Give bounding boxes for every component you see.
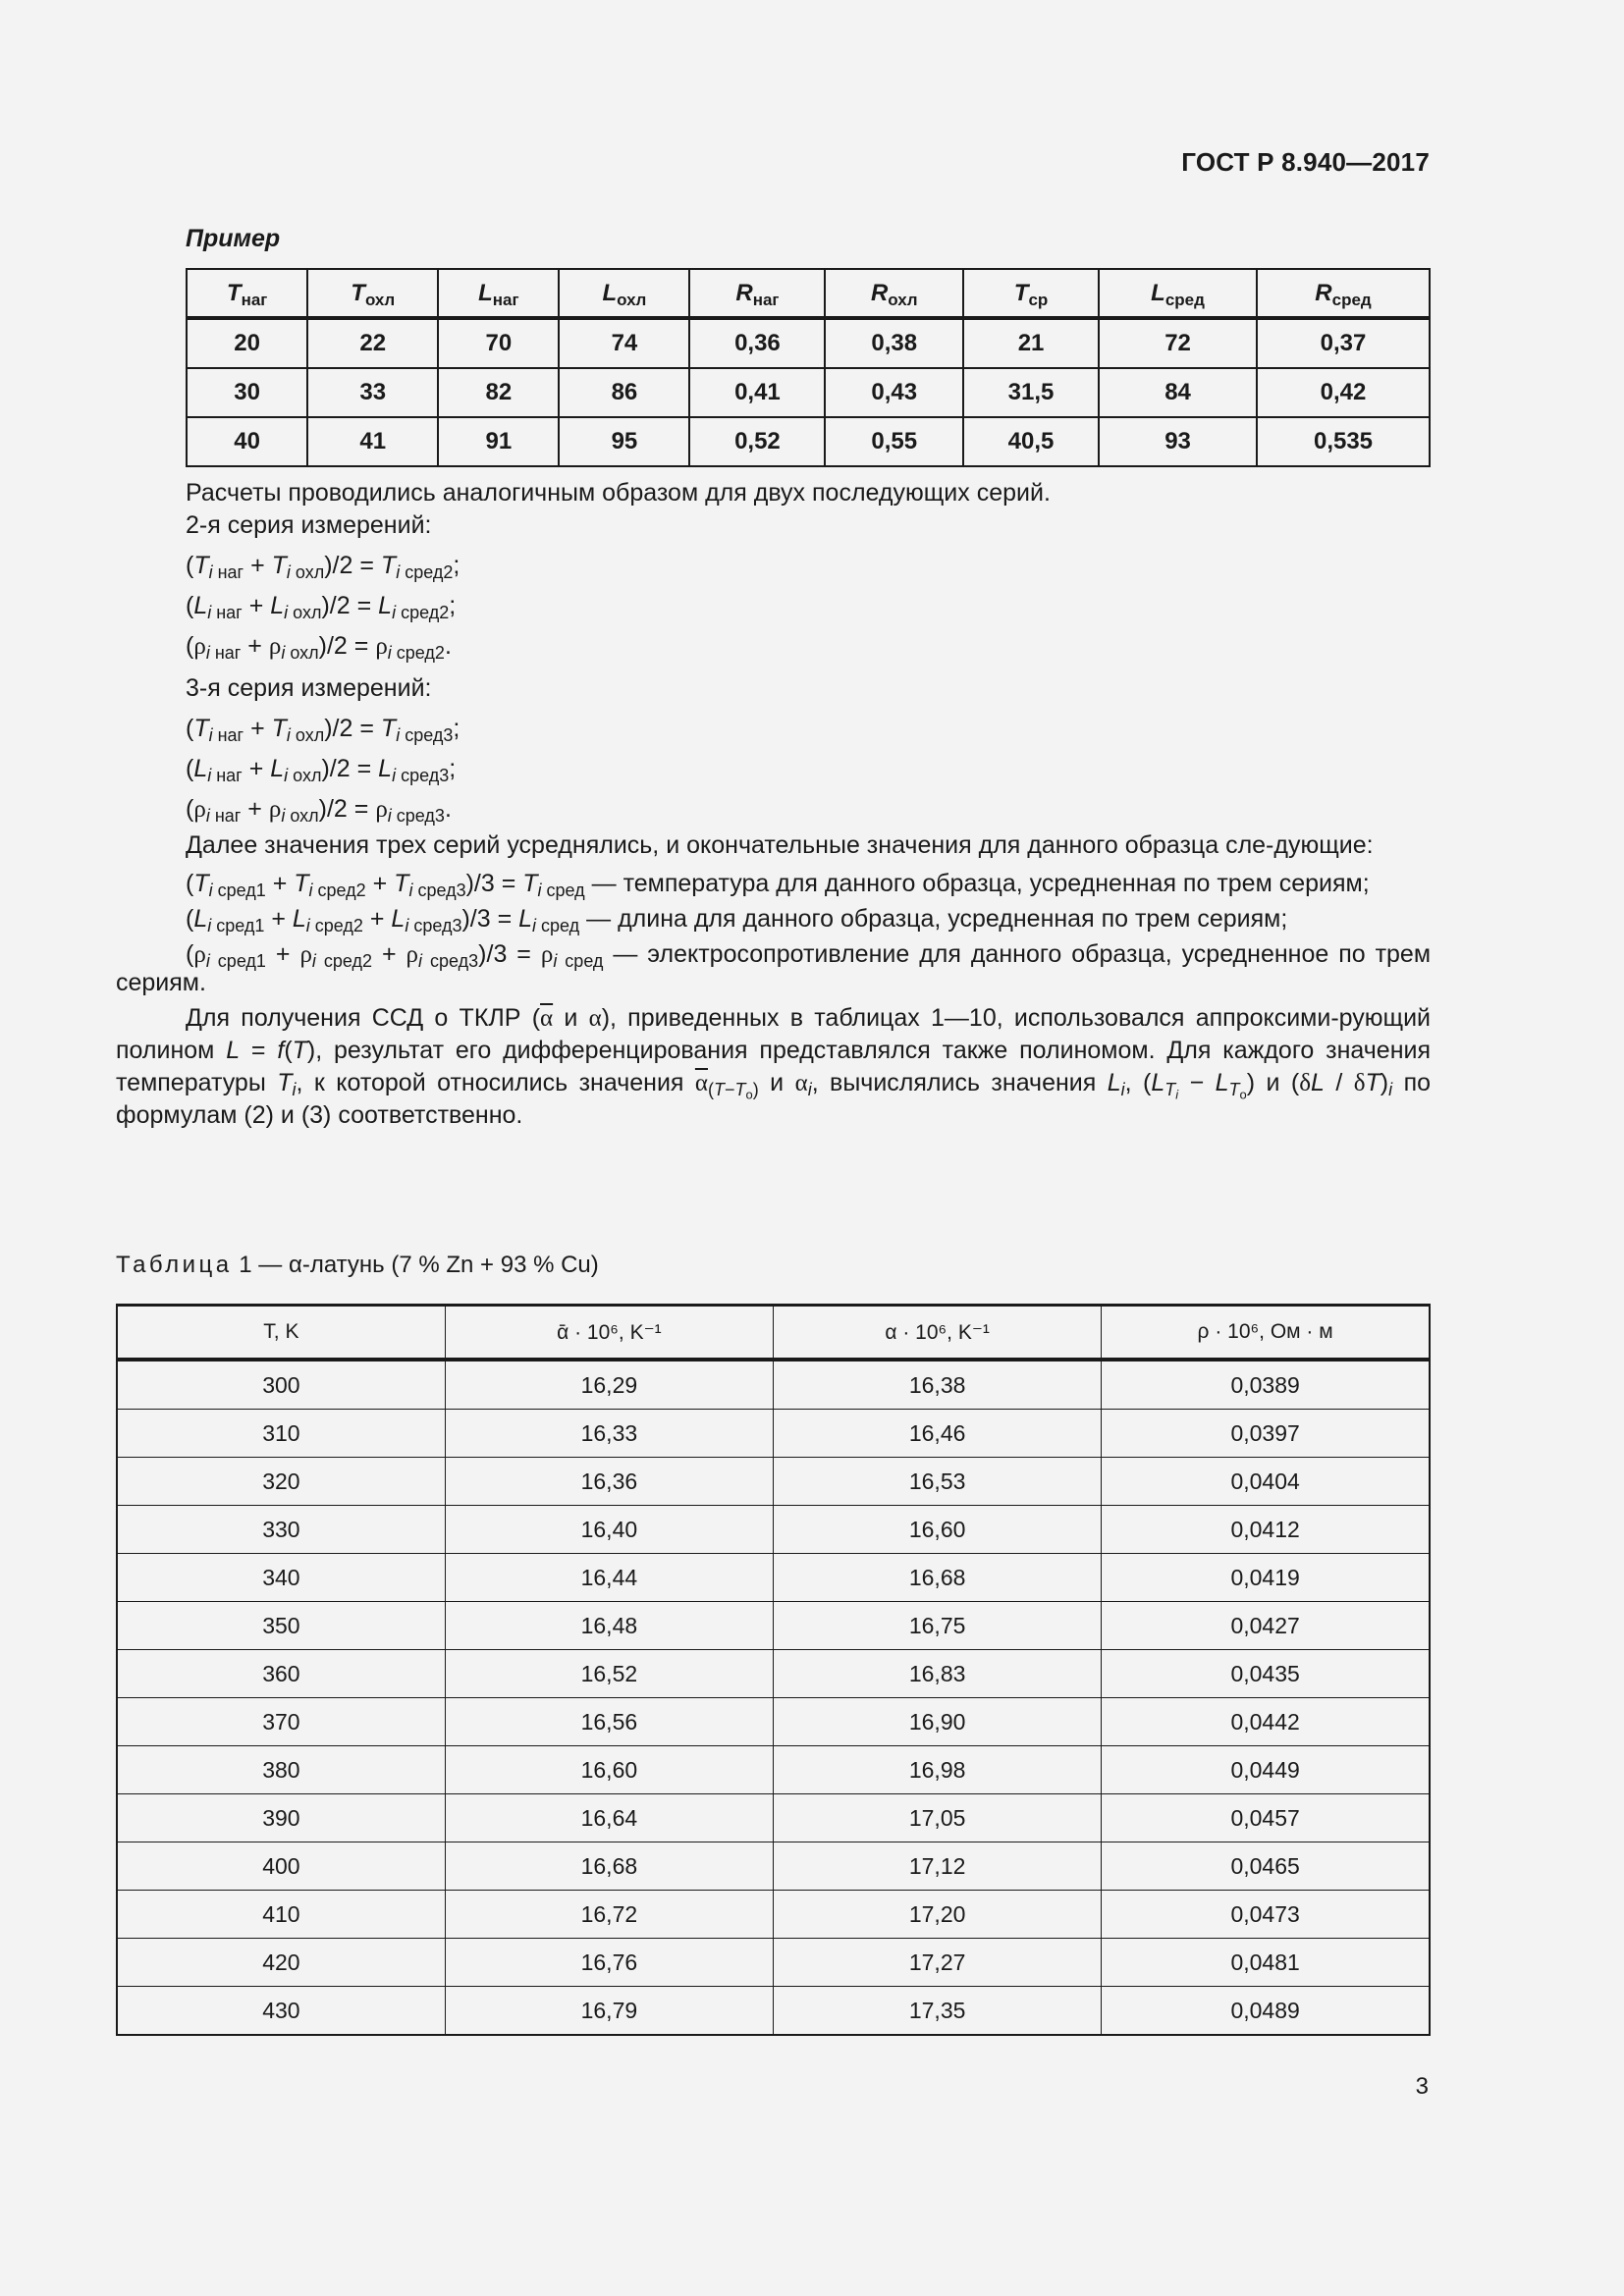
example-table-cell: 93	[1099, 417, 1257, 466]
formula-rho-3: $(\rho_{i наг} + \rho_{i охл})/2 = \rho_{i сред3}$.	[186, 795, 452, 827]
table-1-header-cell: T, K	[117, 1306, 445, 1361]
example-table-cell: 0,43	[825, 368, 963, 417]
table-row	[117, 1506, 1430, 1554]
table-cell: 390	[117, 1794, 445, 1842]
table-cell: 17,05	[774, 1794, 1102, 1842]
table-cell: 16,72	[445, 1891, 773, 1939]
example-table-cell: 70	[438, 318, 559, 368]
page-number: 3	[1415, 2073, 1429, 2100]
example-table-cell: 0,36	[689, 318, 825, 368]
example-table-cell: 95	[559, 417, 689, 466]
table-row	[117, 1602, 1430, 1650]
example-table-cell: 72	[1099, 318, 1257, 368]
example-header-cell: $L_{наг}$	[438, 269, 559, 318]
example-table-cell: 22	[307, 318, 438, 368]
table-cell: 0,0427	[1102, 1602, 1430, 1650]
formula-T-avg: $(T_{i сред1} + T_{i сред2} + T_{i сред3})/3 = T_{i сред}$ — температура для данного образца, усредненная по трем сериям;	[186, 870, 1370, 901]
table-cell: 360	[117, 1650, 445, 1698]
example-table-cell: 0,52	[689, 417, 825, 466]
table-row	[117, 1650, 1430, 1698]
table-cell: 16,48	[445, 1602, 773, 1650]
table-cell: 370	[117, 1698, 445, 1746]
table-row	[117, 1360, 1430, 1410]
table-cell: 410	[117, 1891, 445, 1939]
table-cell: 16,68	[774, 1554, 1102, 1602]
table-cell: 0,0473	[1102, 1891, 1430, 1939]
example-table-body	[187, 318, 1430, 466]
example-table-cell: 40	[187, 417, 307, 466]
table-cell: 330	[117, 1506, 445, 1554]
formula-L-2: $(L_{i наг} + L_{i охл})/2 = L_{i сред2}$;	[186, 592, 457, 623]
table-1-header-cell: ᾱ · 10⁶, K⁻¹	[445, 1306, 773, 1361]
formula-rho-avg: $(\rho_{i сред1} + \rho_{i сред2} + \rho_{i сред3})/3 = \rho_{i сред}$ — электросопротивление для данного образца, усредненное по трем сериям.	[116, 940, 1432, 996]
example-table-cell: 31,5	[963, 368, 1099, 417]
table-cell: 16,76	[445, 1939, 773, 1987]
table-row	[117, 1458, 1430, 1506]
series-text	[116, 477, 1431, 1132]
example-table-cell: 0,42	[1257, 368, 1430, 417]
formula-rho-2: $(\rho_{i наг} + \rho_{i охл})/2 = \rho_{i сред2}$.	[186, 632, 452, 664]
example-header-cell: $R_{охл}$	[825, 269, 963, 318]
table-cell: 16,44	[445, 1554, 773, 1602]
series-2-heading: 2-я серия измерений:	[186, 511, 432, 539]
table-cell: 0,0389	[1102, 1360, 1430, 1410]
example-header-cell: $T_{наг}$	[187, 269, 307, 318]
table-cell: 16,68	[445, 1842, 773, 1891]
table-1-body	[117, 1360, 1430, 2035]
table-cell: 16,38	[774, 1360, 1102, 1410]
table-cell: 16,53	[774, 1458, 1102, 1506]
table-cell: 340	[117, 1554, 445, 1602]
table-1-header	[117, 1306, 1430, 1361]
table-cell: 16,29	[445, 1360, 773, 1410]
table-cell: 16,64	[445, 1794, 773, 1842]
table-cell: 400	[117, 1842, 445, 1891]
table-cell: 16,98	[774, 1746, 1102, 1794]
table-cell: 16,33	[445, 1410, 773, 1458]
table-cell: 16,46	[774, 1410, 1102, 1458]
table-1	[116, 1304, 1431, 2036]
example-table-cell: 33	[307, 368, 438, 417]
example-header-cell: $R_{сред}$	[1257, 269, 1430, 318]
table-cell: 0,0412	[1102, 1506, 1430, 1554]
table-cell: 16,60	[445, 1746, 773, 1794]
example-table-cell: 0,38	[825, 318, 963, 368]
example-table-cell: 41	[307, 417, 438, 466]
example-table-cell: 74	[559, 318, 689, 368]
table-cell: 0,0465	[1102, 1842, 1430, 1891]
table-cell: 16,83	[774, 1650, 1102, 1698]
example-table-cell: 91	[438, 417, 559, 466]
table-cell: 0,0481	[1102, 1939, 1430, 1987]
example-table-cell: 30	[187, 368, 307, 417]
table-row	[117, 1891, 1430, 1939]
formula-L-avg: $(L_{i сред1} + L_{i сред2} + L_{i сред3})/3 = L_{i сред}$ — длина для данного образца, усредненная по трем сериям;	[186, 905, 1288, 936]
paragraph-approximation: Для получения ССД о ТКЛР ($\overline{\alpha}$ и α), приведенных в таблицах 1—10, использовался аппроксими-рующий полином L = f(T), результат его дифференцирования представлялся также полиномом. Для каждого значения температуры $T_i$, к которой относились значения $\overline{\alpha}_{(T-T_о)}$ и $\alpha_i$, вычислялись значения $L_i$, $(L_{T_i} - L_{T_о})$ и $(\delta L / \delta T)_i$ по формулам (2) и (3) соответственно.	[116, 1004, 1432, 1129]
example-header-cell: $L_{сред}$	[1099, 269, 1257, 318]
table-cell: 430	[117, 1987, 445, 2036]
table-cell: 350	[117, 1602, 445, 1650]
example-table-cell: 40,5	[963, 417, 1099, 466]
example-header-cell: $T_{охл}$	[307, 269, 438, 318]
example-table-cell: 86	[559, 368, 689, 417]
table-cell: 16,36	[445, 1458, 773, 1506]
series-3-heading: 3-я серия измерений:	[186, 674, 432, 702]
table-row	[117, 1939, 1430, 1987]
table-row	[117, 1746, 1430, 1794]
formula-L-3: $(L_{i наг} + L_{i охл})/2 = L_{i сред3}$;	[186, 755, 457, 786]
table-cell: 16,40	[445, 1506, 773, 1554]
example-table-cell: 0,41	[689, 368, 825, 417]
table-cell: 0,0442	[1102, 1698, 1430, 1746]
table-cell: 17,20	[774, 1891, 1102, 1939]
example-header-cell: $T_{ср}$	[963, 269, 1099, 318]
example-table-cell: 84	[1099, 368, 1257, 417]
table-cell: 0,0404	[1102, 1458, 1430, 1506]
table-cell: 16,90	[774, 1698, 1102, 1746]
table-cell: 0,0449	[1102, 1746, 1430, 1794]
example-table-cell: 0,55	[825, 417, 963, 466]
table-cell: 310	[117, 1410, 445, 1458]
document-id: ГОСТ Р 8.940—2017	[1181, 147, 1430, 177]
example-table-row	[187, 417, 1430, 466]
table-1-header-cell: α · 10⁶, K⁻¹	[774, 1306, 1102, 1361]
table-cell: 0,0397	[1102, 1410, 1430, 1458]
example-table-cell: 0,535	[1257, 417, 1430, 466]
table-cell: 420	[117, 1939, 445, 1987]
table-cell: 0,0435	[1102, 1650, 1430, 1698]
example-table-cell: 0,37	[1257, 318, 1430, 368]
example-header-cell: $L_{охл}$	[559, 269, 689, 318]
table-row	[117, 1842, 1430, 1891]
table-cell: 0,0457	[1102, 1794, 1430, 1842]
table-1-caption: Таблица 1 — α-латунь (7 % Zn + 93 % Cu)	[116, 1252, 599, 1278]
table-cell: 17,35	[774, 1987, 1102, 2036]
table-cell: 16,79	[445, 1987, 773, 2036]
table-row	[117, 1794, 1430, 1842]
table-cell: 16,75	[774, 1602, 1102, 1650]
example-table-header	[187, 269, 1430, 318]
table-row	[117, 1698, 1430, 1746]
example-table-cell: 21	[963, 318, 1099, 368]
example-label: Пример	[186, 225, 281, 252]
formula-T-3: $(T_{i наг} + T_{i охл})/2 = T_{i сред3}$;	[186, 715, 460, 746]
table-cell: 17,27	[774, 1939, 1102, 1987]
table-cell: 380	[117, 1746, 445, 1794]
table-cell: 16,60	[774, 1506, 1102, 1554]
table-cell: 320	[117, 1458, 445, 1506]
table-cell: 0,0489	[1102, 1987, 1430, 2036]
table-cell: 16,56	[445, 1698, 773, 1746]
table-cell: 0,0419	[1102, 1554, 1430, 1602]
table-row	[117, 1987, 1430, 2036]
table-cell: 16,52	[445, 1650, 773, 1698]
example-table	[186, 268, 1431, 467]
table-cell: 300	[117, 1360, 445, 1410]
table-1-header-cell: ρ · 10⁶, Ом · м	[1102, 1306, 1430, 1361]
example-header-cell: $R_{наг}$	[689, 269, 825, 318]
table-row	[117, 1410, 1430, 1458]
example-table-cell: 20	[187, 318, 307, 368]
formula-T-2: $(T_{i наг} + T_{i охл})/2 = T_{i сред2}$;	[186, 552, 460, 583]
example-table-row	[187, 368, 1430, 417]
table-row	[117, 1554, 1430, 1602]
example-table-row	[187, 318, 1430, 368]
paragraph-series-intro: Расчеты проводились аналогичным образом для двух последующих серий.	[186, 479, 1051, 507]
example-table-cell: 82	[438, 368, 559, 417]
table-cell: 17,12	[774, 1842, 1102, 1891]
paragraph-averaging: Далее значения трех серий усреднялись, и окончательные значения для данного образца сле-дующие:	[186, 831, 1374, 859]
